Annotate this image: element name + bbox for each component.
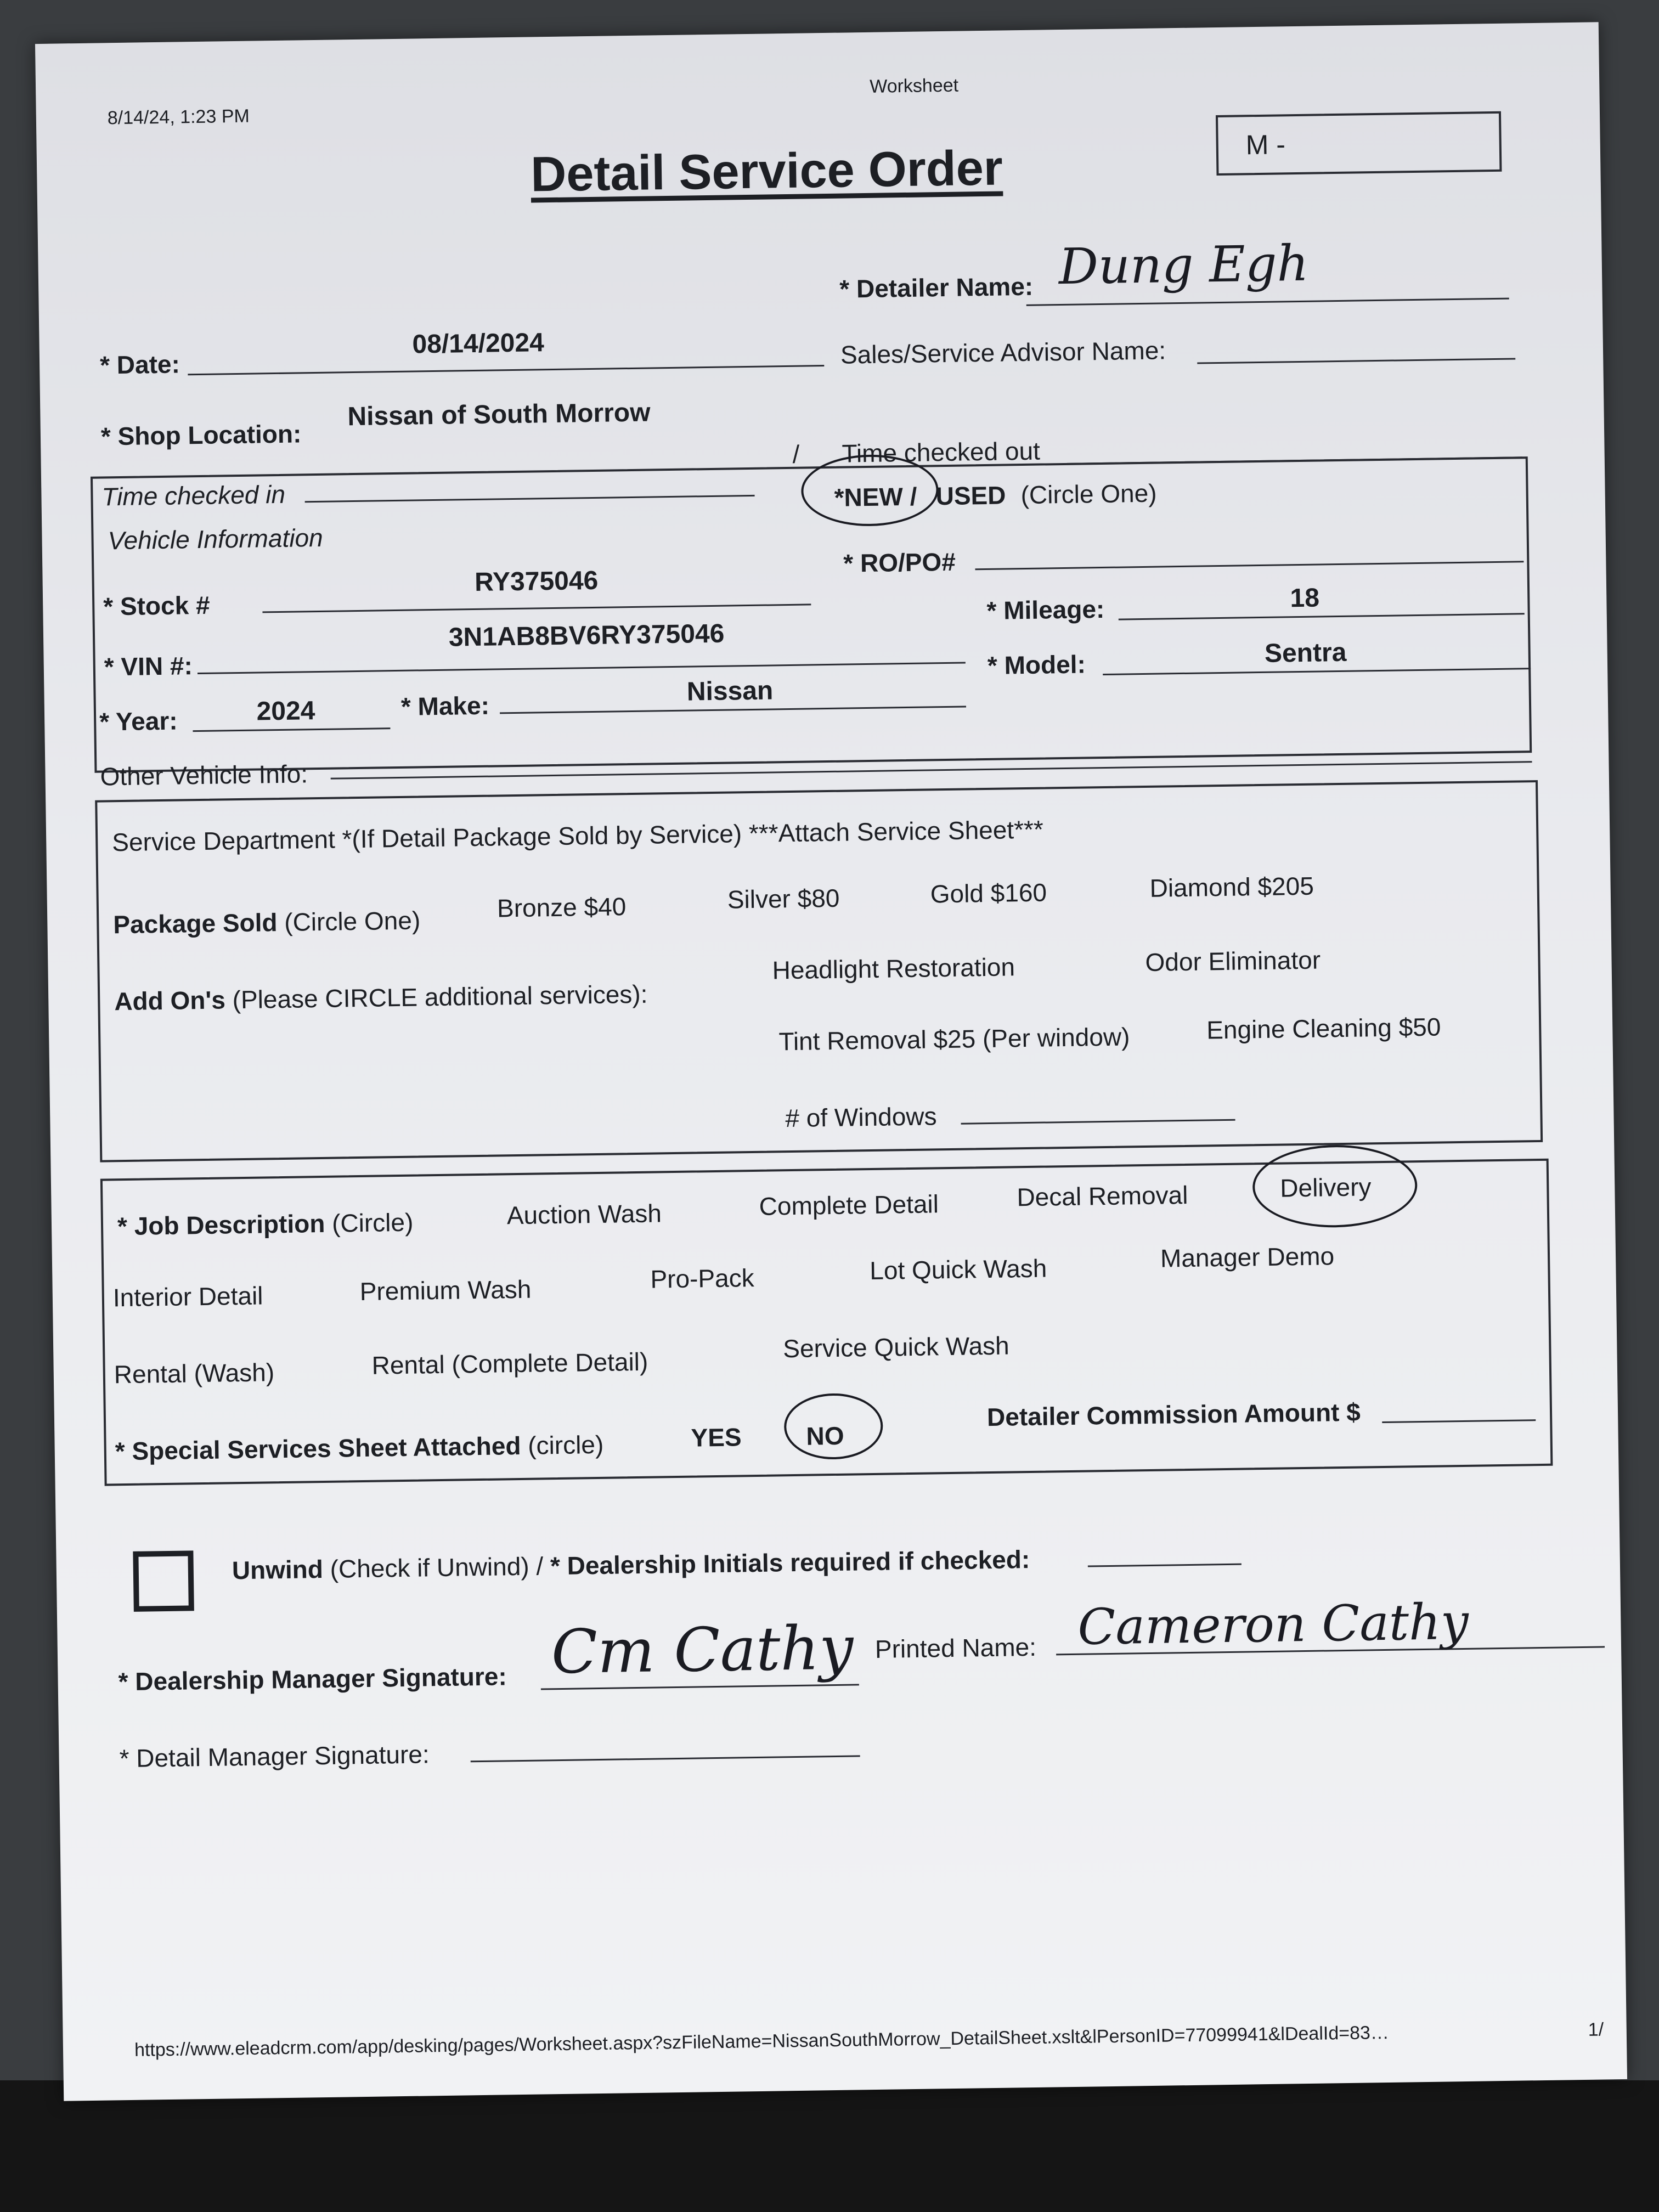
package-gold: Gold $160 — [930, 878, 1047, 909]
printed-name-label: Printed Name: — [874, 1632, 1037, 1663]
addon-odor: Odor Eliminator — [1145, 945, 1321, 977]
m-box-text: M - — [1245, 129, 1286, 161]
date-label: * Date: — [99, 349, 180, 380]
job-description-hint: (Circle) — [331, 1207, 414, 1238]
job-premium-wash: Premium Wash — [359, 1274, 532, 1306]
job-service-quick-wash: Service Quick Wash — [782, 1331, 1010, 1363]
shop-location-value: Nissan of South Morrow — [347, 398, 651, 432]
stock-label: * Stock # — [103, 590, 210, 621]
time-slash: / — [792, 439, 800, 469]
unwind-checkbox[interactable] — [133, 1550, 194, 1612]
addon-tint: Tint Removal $25 (Per window) — [778, 1022, 1130, 1056]
shop-location-label: * Shop Location: — [100, 419, 302, 451]
job-description-row — [117, 1207, 414, 1242]
model-label: * Model: — [987, 650, 1086, 680]
m-box — [1216, 111, 1502, 176]
special-services-label: * Special Services Sheet Attached — [115, 1431, 521, 1466]
detailer-name-line — [1026, 298, 1509, 306]
vin-label: * VIN #: — [104, 651, 193, 681]
job-pro-pack: Pro-Pack — [650, 1263, 755, 1294]
package-bronze: Bronze $40 — [496, 892, 627, 923]
time-in-label: Time checked in — [101, 479, 286, 511]
circle-one-hint: (Circle One) — [1020, 478, 1157, 510]
advisor-line — [1197, 358, 1515, 364]
ro-po-label: * RO/PO# — [843, 547, 956, 578]
package-silver: Silver $80 — [727, 883, 840, 914]
date-value: 08/14/2024 — [412, 328, 545, 359]
time-out-label: Time checked out — [842, 436, 1041, 468]
service-heading: Service Department *(If Detail Package Sold by Service) ***Attach Service Sheet*** — [111, 815, 1044, 857]
paper-form — [35, 22, 1627, 2101]
detail-manager-signature-line — [471, 1755, 860, 1762]
job-lot-quick-wash: Lot Quick Wash — [869, 1254, 1047, 1285]
floor-background — [0, 2080, 1659, 2212]
make-label: * Make: — [400, 691, 490, 721]
package-diamond: Diamond $205 — [1149, 871, 1314, 902]
footer-page-number: 1/ — [1588, 2019, 1604, 2040]
date-line — [188, 365, 824, 375]
package-sold-label: Package Sold — [113, 908, 278, 939]
vehicle-info-label: Vehicle Information — [108, 523, 323, 555]
dealer-signature-label: * Dealership Manager Signature: — [118, 1662, 507, 1696]
used-option: USED — [935, 481, 1006, 511]
unwind-row — [232, 1544, 1030, 1585]
initials-line — [1088, 1564, 1242, 1567]
make-value: Nissan — [686, 676, 774, 707]
commission-label: Detailer Commission Amount $ — [986, 1397, 1361, 1432]
mileage-value: 18 — [1290, 583, 1320, 613]
windows-label: # of Windows — [785, 1102, 937, 1133]
advisor-label: Sales/Service Advisor Name: — [840, 336, 1166, 369]
mileage-label: * Mileage: — [986, 594, 1105, 625]
model-value: Sentra — [1264, 637, 1347, 668]
package-sold-hint: (Circle One) — [284, 906, 421, 936]
dealer-signature: Cm Cathy — [551, 1612, 854, 1688]
job-rental-complete: Rental (Complete Detail) — [371, 1347, 648, 1380]
add-ons-hint: (Please CIRCLE additional services): — [232, 979, 648, 1014]
vin-value: 3N1AB8BV6RY375046 — [448, 619, 725, 652]
printed-name-value: Cameron Cathy — [1077, 1593, 1469, 1656]
footer-url: https://www.eleadcrm.com/app/desking/pages/Worksheet.aspx?szFileName=NissanSouthMorrow_DetailSheet.xslt&lPersonID=77099941&lDealId=83… — [134, 2022, 1390, 2061]
job-decal-removal: Decal Removal — [1017, 1180, 1188, 1212]
unwind-label: Unwind — [232, 1555, 324, 1585]
initials-label: * Dealership Initials required if checked: — [550, 1545, 1030, 1581]
detail-manager-signature-label: * Detail Manager Signature: — [119, 1740, 430, 1773]
job-delivery: Delivery — [1279, 1172, 1372, 1203]
addon-engine: Engine Cleaning $50 — [1206, 1012, 1441, 1045]
job-interior-detail: Interior Detail — [112, 1281, 263, 1312]
worksheet-label: Worksheet — [869, 75, 959, 97]
year-value: 2024 — [256, 696, 315, 726]
detailer-signature: Dung Egh — [1058, 234, 1310, 296]
stock-value: RY375046 — [474, 566, 599, 597]
package-sold-row — [113, 905, 421, 939]
job-auction-wash: Auction Wash — [506, 1199, 662, 1230]
year-label: * Year: — [99, 706, 178, 736]
page-title: Detail Service Order — [530, 140, 1003, 202]
special-no: NO — [806, 1421, 844, 1451]
job-manager-demo: Manager Demo — [1160, 1242, 1335, 1273]
addon-headlight: Headlight Restoration — [772, 952, 1015, 985]
new-option: *NEW / — [834, 482, 917, 512]
add-ons-label: Add On's — [114, 985, 226, 1016]
special-yes: YES — [691, 1423, 742, 1452]
job-description-label: * Job Description — [117, 1209, 325, 1241]
job-rental-wash: Rental (Wash) — [114, 1358, 275, 1389]
job-complete-detail: Complete Detail — [759, 1189, 939, 1221]
special-services-hint: (circle) — [527, 1430, 604, 1460]
detailer-name-label: * Detailer Name: — [839, 272, 1034, 303]
other-info-label: Other Vehicle Info: — [100, 759, 308, 791]
print-timestamp: 8/14/24, 1:23 PM — [107, 105, 250, 129]
unwind-hint: (Check if Unwind) / — [330, 1551, 544, 1583]
